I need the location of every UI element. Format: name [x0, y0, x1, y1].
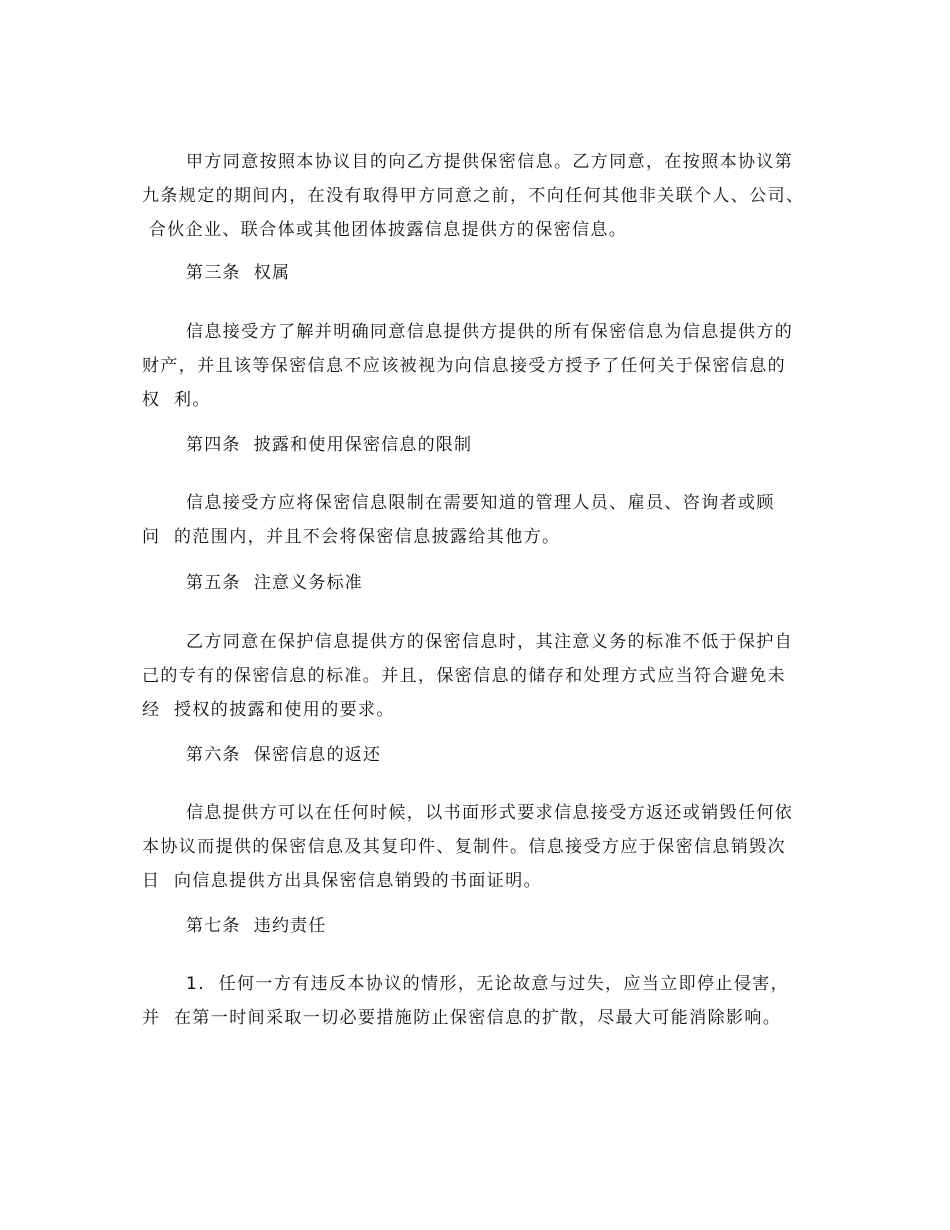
paragraph-line: 并 在第一时间采取一切必要措施防止保密信息的扩散，尽最大可能消除影响。: [142, 1008, 782, 1028]
paragraph-line: 1. 任何一方有违反本协议的情形，无论故意与过失，应当立即停止侵害，: [186, 974, 790, 994]
paragraph-line: 己的专有的保密信息的标准。并且，保密信息的储存和处理方式应当符合避免未: [142, 666, 786, 686]
paragraph-line: 权 利。: [142, 390, 211, 410]
article-6-heading: 第六条 保密信息的返还: [186, 745, 382, 765]
paragraph-line: 信息接受方应将保密信息限制在需要知道的管理人员、雇员、咨询者或顾: [186, 493, 775, 513]
paragraph-line: 经 授权的披露和使用的要求。: [142, 700, 395, 720]
paragraph-duty-of-care: [142, 625, 814, 727]
article-5-heading: 第五条 注意义务标准: [186, 573, 364, 593]
paragraph-return-of-information: [142, 796, 814, 898]
paragraph-liability: [142, 967, 814, 1035]
paragraph-disclosure-limits: [142, 486, 814, 554]
paragraph-line: 信息提供方可以在任何时候，以书面形式要求信息接受方返还或销毁任何依: [186, 803, 794, 823]
article-3-heading: 第三条 权属: [186, 263, 291, 283]
paragraph-line: 问 的范围内，并且不会将保密信息披露给其他方。: [142, 527, 561, 547]
paragraph-line: 本协议而提供的保密信息及其复印件、复制件。信息接受方应于保密信息销毁次: [142, 837, 786, 857]
paragraph-confidentiality-obligation: [142, 145, 814, 247]
paragraph-ownership: [142, 315, 814, 417]
paragraph-line: 甲方同意按照本协议目的向乙方提供保密信息。乙方同意，在按照本协议第: [186, 152, 794, 172]
paragraph-line: 九条规定的期间内，在没有取得甲方同意之前，不向任何其他非关联个人、公司、: [142, 186, 805, 206]
paragraph-line: 信息接受方了解并明确同意信息提供方提供的所有保密信息为信息提供方的: [186, 322, 794, 342]
article-4-heading: 第四条 披露和使用保密信息的限制: [186, 435, 473, 455]
paragraph-line: 日 向信息提供方出具保密信息销毁的书面证明。: [142, 871, 543, 891]
article-7-heading: 第七条 违约责任: [186, 916, 327, 936]
paragraph-line: 财产，并且该等保密信息不应该被视为向信息接受方授予了任何关于保密信息的: [142, 356, 786, 376]
paragraph-line: 乙方同意在保护信息提供方的保密信息时，其注意义务的标准不低于保护自: [186, 632, 794, 652]
paragraph-line: 合伙企业、联合体或其他团体披露信息提供方的保密信息。: [142, 220, 628, 240]
